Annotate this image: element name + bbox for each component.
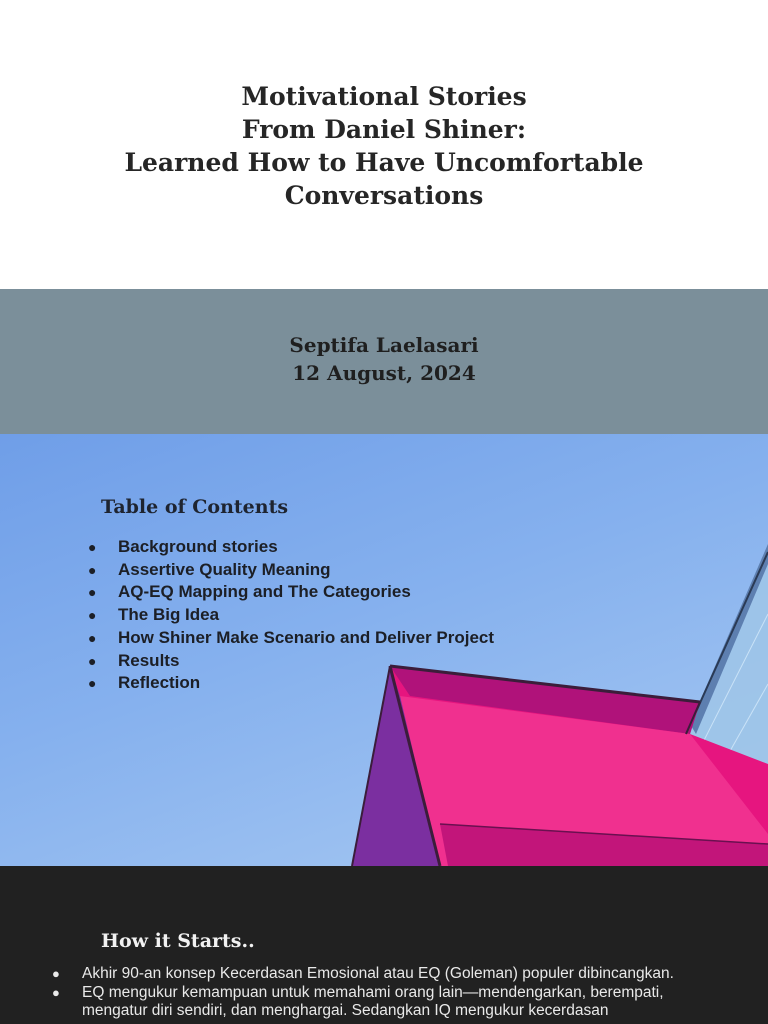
bullet-icon: ●: [88, 539, 97, 555]
bullet-icon: ●: [88, 652, 97, 669]
toc-item: [88, 650, 494, 673]
bullet-item: [52, 984, 732, 1021]
how-it-starts-slide: [0, 866, 768, 1024]
title-slide: [0, 0, 768, 289]
bullet-icon: ●: [88, 607, 97, 624]
toc-item-label: The Big Idea: [118, 605, 220, 625]
toc-item-label: Assertive Quality Meaning: [118, 559, 331, 579]
bullet-icon: ●: [88, 584, 97, 601]
title-line: Conversations: [284, 181, 484, 210]
toc-list: [88, 536, 494, 695]
toc-item-label: Reflection: [118, 673, 201, 693]
bullet-text: Akhir 90-an konsep Kecerdasan Emosional atau EQ (Goleman) populer dibincangkan.: [82, 965, 674, 982]
toc-item: [88, 627, 494, 650]
toc-item-label: Results: [118, 650, 180, 670]
title-line: Motivational Stories: [241, 82, 527, 111]
bullet-icon: ●: [88, 675, 97, 692]
bullet-item: [52, 965, 732, 984]
bullet-text: EQ mengukur kemampuan untuk memahami orang lain—mendengarkan, berempati, mengatur diri sendiri, dan menghargai. Sedangkan IQ mengukur kecerdasan: [82, 983, 664, 1019]
toc-item-label: Background stories: [118, 537, 278, 556]
toc-item: [88, 604, 494, 627]
toc-item: [88, 672, 494, 695]
toc-slide: [0, 434, 768, 866]
bullet-icon: ●: [52, 966, 60, 981]
bullet-icon: ●: [88, 561, 97, 578]
toc-item-label: How Shiner Make Scenario and Deliver Project: [118, 627, 495, 647]
bullet-icon: ●: [88, 629, 97, 646]
title-line: Learned How to Have Uncomfortable: [124, 148, 644, 177]
bullet-list: [52, 965, 732, 1021]
presentation-title: [0, 80, 768, 212]
bullet-icon: ●: [52, 984, 60, 1000]
toc-item-label: AQ-EQ Mapping and The Categories: [118, 582, 411, 602]
title-line: From Daniel Shiner:: [241, 115, 527, 144]
toc-heading: Table of Contents: [101, 496, 289, 518]
presentation-date: 12 August, 2024: [292, 361, 476, 385]
author-name: Septifa Laelasari: [289, 333, 479, 357]
toc-item: [88, 581, 494, 604]
toc-item: [88, 536, 494, 559]
section-heading: How it Starts..: [101, 930, 255, 952]
author-slide: [0, 289, 768, 434]
toc-item: [88, 559, 494, 582]
